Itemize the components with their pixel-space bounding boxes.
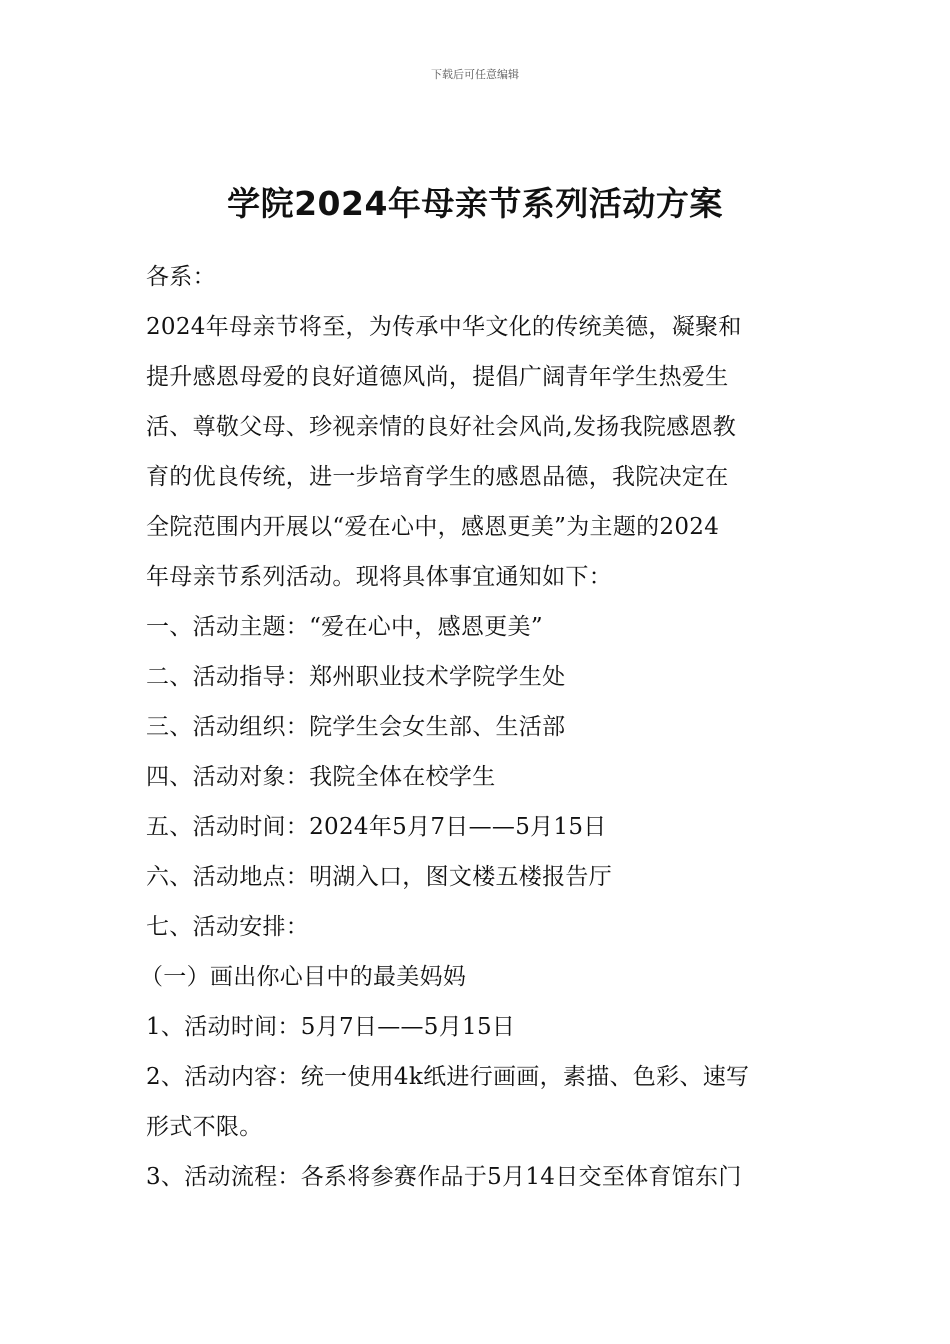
section-arrangement: 七、活动安排：: [146, 914, 310, 940]
list-item: 1、活动时间：5月7日——5月15日: [146, 1014, 516, 1040]
page-header-note: 下载后可任意编辑: [431, 68, 519, 81]
paragraph-line: 全院范围内开展以“爱在心中，感恩更美”为主题的2024: [146, 514, 720, 540]
section-location: 六、活动地点：明湖入口，图文楼五楼报告厅: [146, 864, 612, 890]
document-body: [140, 252, 816, 1202]
section-audience: 四、活动对象：我院全体在校学生: [146, 764, 496, 790]
paragraph-line: 活、尊敬父母、珍视亲情的良好社会风尚,发扬我院感恩教: [146, 414, 737, 440]
section-theme: 一、活动主题：“爱在心中，感恩更美”: [146, 614, 543, 640]
list-item-continuation: 形式不限。: [146, 1114, 263, 1140]
paragraph-line: 2024年母亲节将至，为传承中华文化的传统美德，凝聚和: [146, 314, 742, 340]
subsection-heading: （一）画出你心目中的最美妈妈: [140, 964, 467, 990]
salutation: 各系：: [146, 264, 216, 290]
document-title: 学院2024年母亲节系列活动方案: [227, 184, 723, 223]
paragraph-line: 提升感恩母爱的良好道德风尚，提倡广阔青年学生热爱生: [146, 364, 729, 390]
list-item: 2、活动内容：统一使用4k纸进行画画，素描、色彩、速写: [146, 1064, 750, 1090]
list-item: 3、活动流程：各系将参赛作品于5月14日交至体育馆东门: [146, 1164, 742, 1190]
section-guidance: 二、活动指导：郑州职业技术学院学生处: [146, 664, 566, 690]
section-organizer: 三、活动组织：院学生会女生部、生活部: [146, 714, 566, 740]
section-time: 五、活动时间：2024年5月7日——5月15日: [146, 814, 607, 840]
paragraph-line: 年母亲节系列活动。现将具体事宜通知如下：: [146, 564, 612, 590]
paragraph-line: 育的优良传统，进一步培育学生的感恩品德，我院决定在: [146, 464, 729, 490]
